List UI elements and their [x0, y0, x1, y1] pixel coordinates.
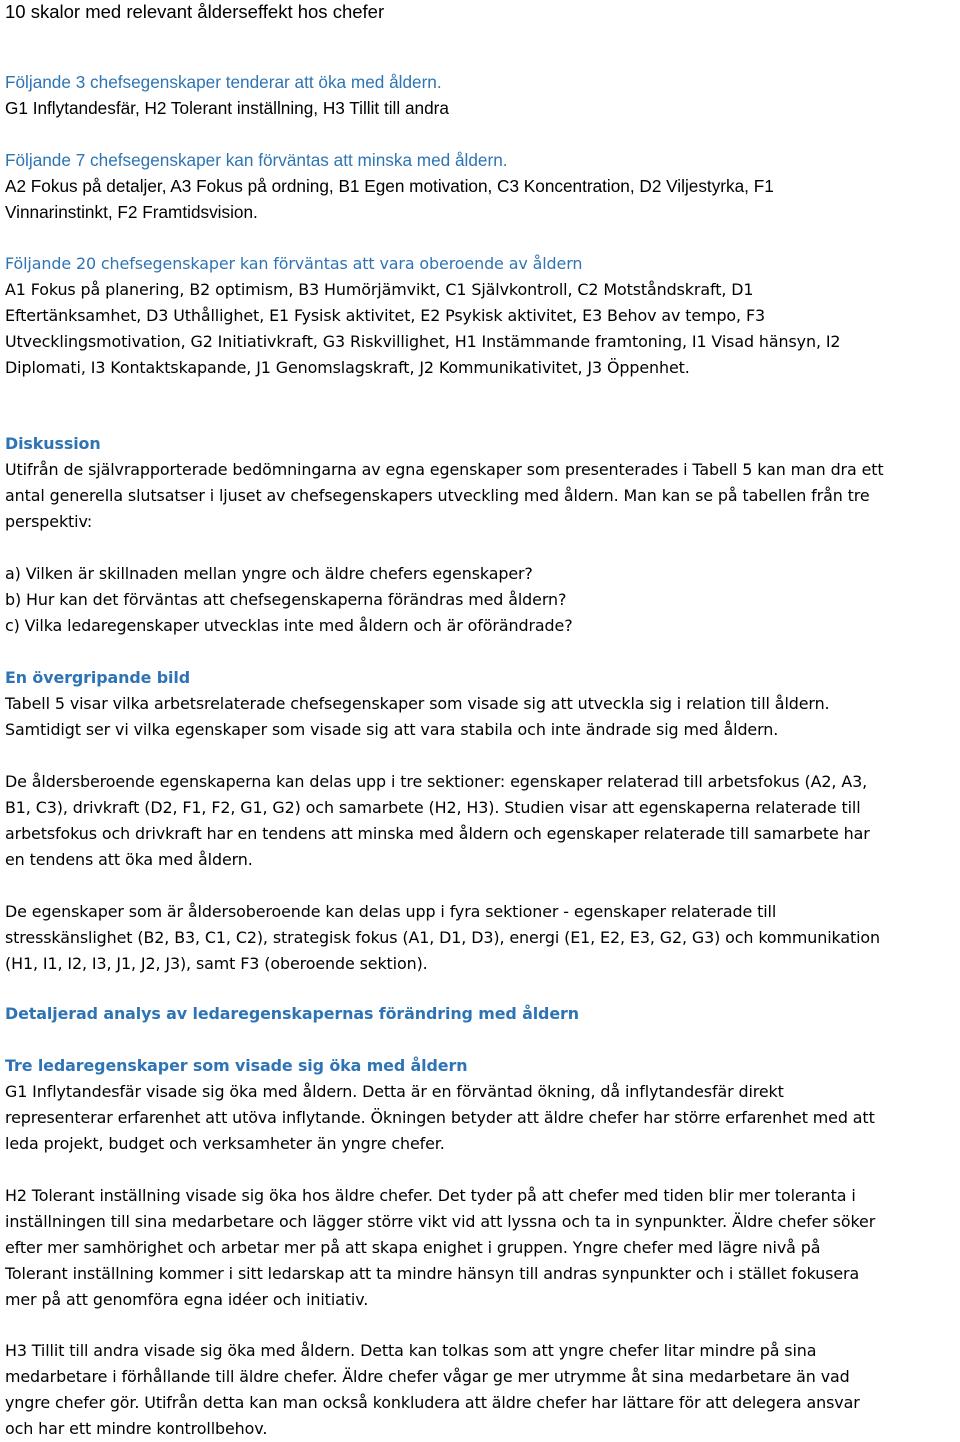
text-line: Tolerant inställning kommer i sitt ledarskap att ta mindre hänsyn till andras synpunkter och i stället fokusera — [5, 1264, 860, 1283]
increase-list: G1 Inflytandesfär, H2 Tolerant inställning, H3 Tillit till andra — [5, 98, 449, 118]
detailed-analysis-heading: Detaljerad analys av ledaregenskapernas förändring med åldern — [5, 1004, 579, 1023]
h3-paragraph — [5, 1338, 960, 1442]
overview-paragraph — [5, 691, 960, 743]
text-line: G1 Inflytandesfär visade sig öka med åldern. Detta är en förväntad ökning, då inflytandesfär direkt — [5, 1082, 784, 1101]
increase-heading: Följande 3 chefsegenskaper tenderar att öka med åldern. — [5, 72, 442, 92]
text-line: leda projekt, budget och verksamheter än yngre chefer. — [5, 1134, 445, 1153]
text-line: De egenskaper som är åldersoberoende kan delas upp i fyra sektioner - egenskaper relaterade till — [5, 902, 777, 921]
text-line: Tabell 5 visar vilka arbetsrelaterade chefsegenskaper som visade sig att utveckla sig i relation till åldern. — [5, 694, 830, 713]
text-line: yngre chefer gör. Utifrån detta kan man också konkludera att äldre chefer har lättare för att delegera ansvar — [5, 1393, 860, 1412]
text-line: mer på att genomföra egna idéer och initiativ. — [5, 1290, 369, 1309]
text-line: Eftertänksamhet, D3 Uthållighet, E1 Fysisk aktivitet, E2 Psykisk aktivitet, E3 Behov av tempo, F3 — [5, 306, 766, 325]
decrease-list — [5, 173, 960, 225]
overview-heading: En övergripande bild — [5, 668, 190, 687]
text-line: antal generella slutsatser i ljuset av chefsegenskapers utveckling med åldern. Man kan se på tabellen från tre — [5, 486, 870, 505]
text-line: efter mer samhörighet och arbetar mer på att skapa enighet i gruppen. Yngre chefer med lägre nivå på — [5, 1238, 821, 1257]
discussion-paragraph — [5, 457, 960, 535]
text-line: inställningen till sina medarbetare och lägger större vikt vid att lyssna och ta in synpunkter. Äldre chefer söker — [5, 1212, 876, 1231]
increase-section-heading: Tre ledaregenskaper som visade sig öka med åldern — [5, 1056, 468, 1075]
question-list — [5, 561, 960, 639]
independent-heading: Följande 20 chefsegenskaper kan förväntas att vara oberoende av åldern — [5, 254, 583, 273]
text-line: Diplomati, I3 Kontaktskapande, J1 Genomslagskraft, J2 Kommunikativitet, J3 Öppenhet. — [5, 358, 690, 377]
independent-list — [5, 277, 960, 381]
decrease-heading: Följande 7 chefsegenskaper kan förväntas att minska med åldern. — [5, 150, 508, 170]
text-line: Samtidigt ser vi vilka egenskaper som visade sig att vara stabila och inte ändrade sig med åldern. — [5, 720, 779, 739]
question-b: b) Hur kan det förväntas att chefsegenskaperna förändras med åldern? — [5, 590, 567, 609]
text-line: Utvecklingsmotivation, G2 Initiativkraft, G3 Riskvillighet, H1 Instämmande framtoning, I1 Visad hänsyn, I2 — [5, 332, 841, 351]
text-line: arbetsfokus och drivkraft har en tendens att minska med åldern och egenskaper relaterade till samarbete har — [5, 824, 870, 843]
text-line: H3 Tillit till andra visade sig öka med åldern. Detta kan tolkas som att yngre chefer litar mindre på sina — [5, 1341, 817, 1360]
g1-paragraph — [5, 1079, 960, 1157]
text-line: representerar erfarenhet att utöva inflytande. Ökningen betyder att äldre chefer har större erfarenhet med att — [5, 1108, 875, 1127]
text-line: A1 Fokus på planering, B2 optimism, B3 Humörjämvikt, C1 Självkontroll, C2 Motståndskraft, D1 — [5, 280, 754, 299]
text-line: och har ett mindre kontrollbehov. — [5, 1419, 268, 1438]
text-line: B1, C3), drivkraft (D2, F1, F2, G1, G2) och samarbete (H2, H3). Studien visar att egenskaperna relaterade till — [5, 798, 861, 817]
text-line: medarbetare i förhållande till äldre chefer. Äldre chefer vågar ge mer utrymme åt sina medarbetare än vad — [5, 1367, 850, 1386]
text-line: perspektiv: — [5, 512, 93, 531]
page-title: 10 skalor med relevant ålderseffekt hos chefer — [5, 1, 385, 22]
text-line: en tendens att öka med åldern. — [5, 850, 253, 869]
text-line: (H1, I1, I2, I3, J1, J2, J3), samt F3 (oberoende sektion). — [5, 954, 428, 973]
h2-paragraph — [5, 1183, 960, 1313]
text-line: stresskänslighet (B2, B3, C1, C2), strategisk fokus (A1, D1, D3), energi (E1, E2, E3, G2, G3) och kommunikation — [5, 928, 881, 947]
discussion-heading: Diskussion — [5, 434, 101, 453]
question-a: a) Vilken är skillnaden mellan yngre och äldre chefers egenskaper? — [5, 564, 533, 583]
text-line: H2 Tolerant inställning visade sig öka hos äldre chefer. Det tyder på att chefer med tiden blir mer toleranta i — [5, 1186, 856, 1205]
text-line: Utifrån de självrapporterade bedömningarna av egna egenskaper som presenterades i Tabell 5 kan man dra ett — [5, 460, 884, 479]
text-line: A2 Fokus på detaljer, A3 Fokus på ordning, B1 Egen motivation, C3 Koncentration, D2 Viljestyrka, F1 — [5, 176, 774, 196]
independent-sections-paragraph — [5, 899, 960, 977]
text-line: De åldersberoende egenskaperna kan delas upp i tre sektioner: egenskaper relaterad till arbetsfokus (A2, A3, — [5, 772, 868, 791]
text-line: Vinnarinstinkt, F2 Framtidsvision. — [5, 202, 258, 222]
question-c: c) Vilka ledaregenskaper utvecklas inte med åldern och är oförändrade? — [5, 616, 573, 635]
dependent-paragraph — [5, 769, 960, 873]
